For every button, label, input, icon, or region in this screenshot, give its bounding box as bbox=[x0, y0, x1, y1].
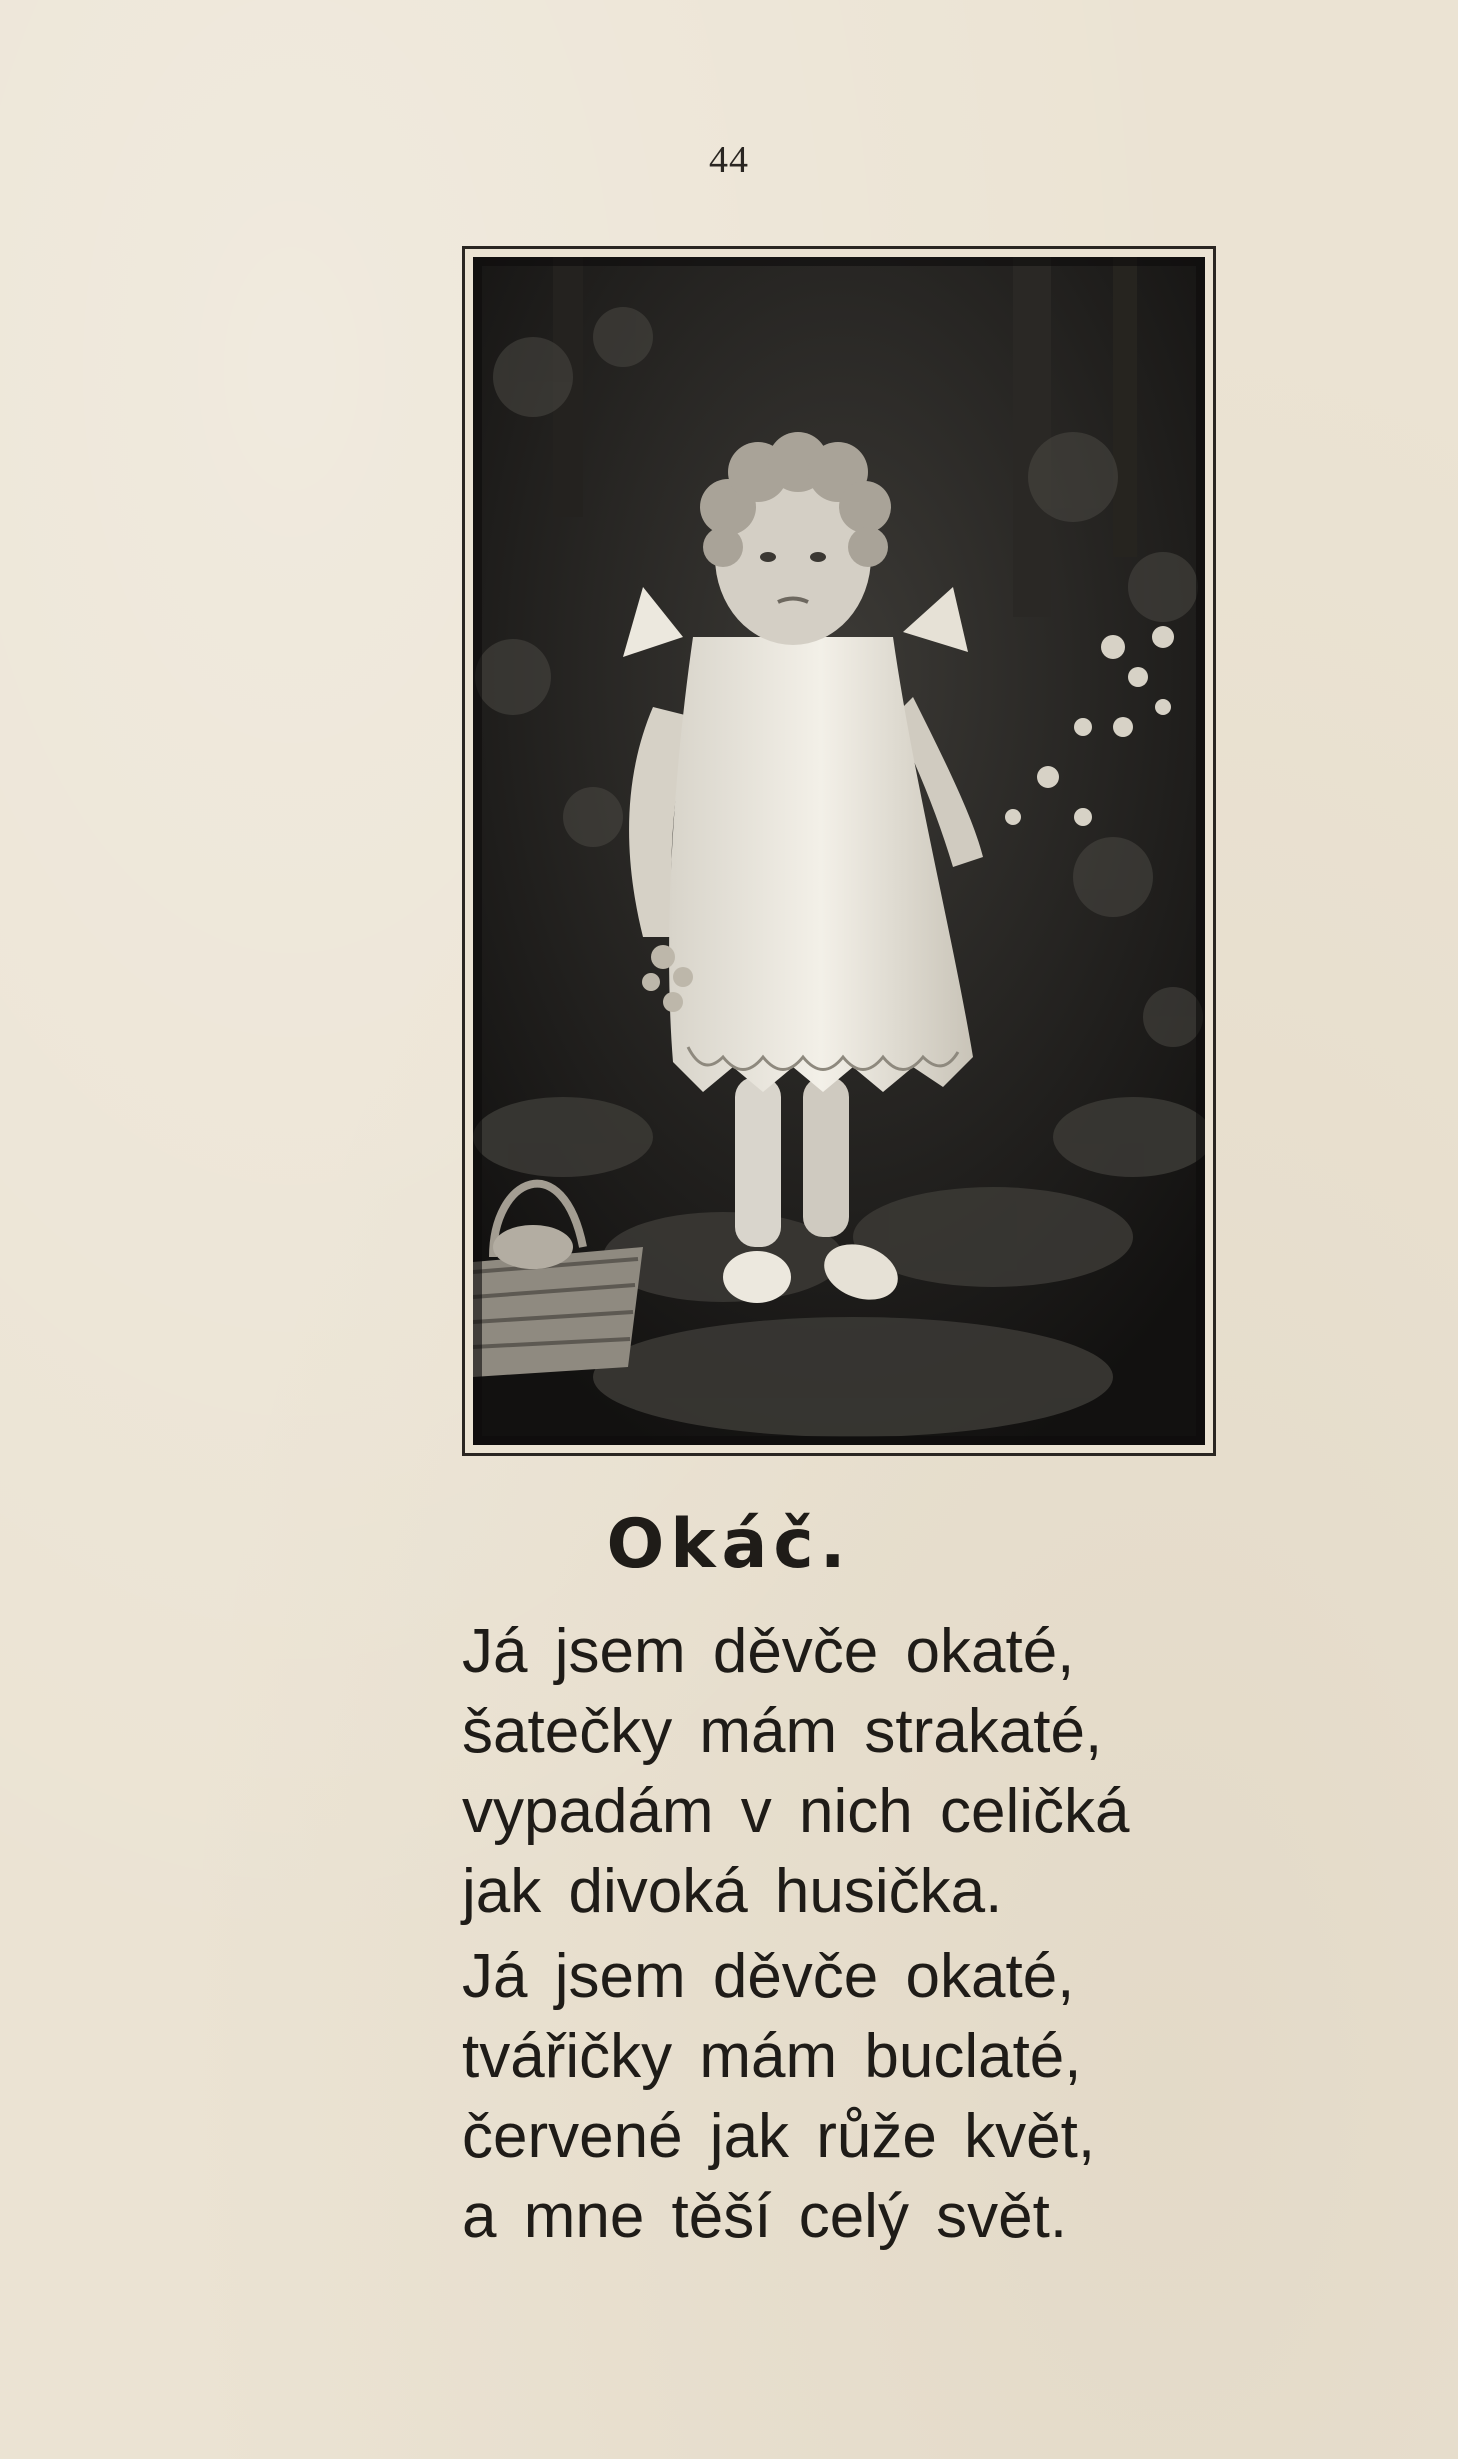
verse-line: Já jsem děvče okaté, bbox=[462, 1617, 1075, 1686]
photo-frame bbox=[462, 246, 1216, 1456]
stanza-1 bbox=[462, 1612, 1262, 1932]
child-photograph bbox=[473, 257, 1205, 1445]
page-number: 44 bbox=[709, 139, 749, 181]
verse-line: šatečky mám strakaté, bbox=[462, 1697, 1103, 1766]
stanza-2 bbox=[462, 1937, 1262, 2257]
verse-line: tvářičky mám buclaté, bbox=[462, 2022, 1082, 2091]
verse-line: Já jsem děvče okaté, bbox=[462, 1942, 1075, 2011]
verse-line: červené jak růže květ, bbox=[462, 2102, 1096, 2171]
verse-line: a mne těší celý svět. bbox=[462, 2182, 1068, 2251]
poem-title: Okáč. bbox=[606, 1505, 852, 1584]
verse-line: vypadám v nich celičká bbox=[462, 1777, 1130, 1846]
verse-line: jak divoká husička. bbox=[462, 1857, 1003, 1926]
